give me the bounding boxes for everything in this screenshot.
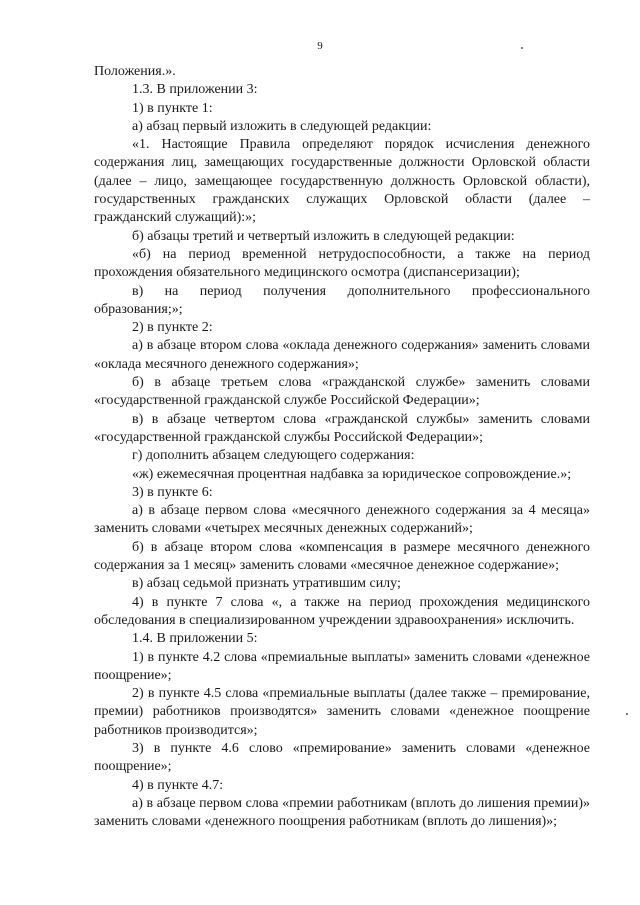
paragraph-19: 4) в пункте 7 слова «, а также на период прохождения медицинского обследования в специализированном учреждении здравоохранения» исключить. [94,594,590,628]
paragraph-25: а) в абзаце первом слова «премии работникам (вплоть до лишения премии)» заменить словами «денежного поощрения работникам (вплоть до лишения)»; [94,795,590,830]
paragraph-22: 2) в пункте 4.5 слова «премиальные выплаты (далее также – премирование, премии) работников производятся» заменить словами «денежное поощрение работников производится»; [94,686,590,738]
scan-speck [521,47,523,49]
paragraph-21: 1) в пункте 4.2 слова «премиальные выплаты» заменить словами «денежное поощрение»; [94,649,590,683]
paragraph-14: «ж) ежемесячная процентная надбавка за юридическое сопровождение.»; [132,466,572,482]
paragraph-15: 3) в пункте 6: [132,484,213,500]
paragraph-6: б) абзацы третий и четвертый изложить в следующей редакции: [132,228,515,244]
document-body [94,63,590,831]
paragraph-16: а) в абзаце первом слова «месячного денежного содержания за 4 месяца» заменить словами «четырех месячных денежных содержаний»; [94,503,590,537]
paragraph-23: 3) в пункте 4.6 слово «премирование» заменить словами «денежное поощрение»; [94,740,590,775]
paragraph-3: 1) в пункте 1: [132,100,213,116]
paragraph-18: в) абзац седьмой признать утратившим силу; [132,576,401,592]
paragraph-8: в) на период получения дополнительного профессионального образования;»; [94,283,590,317]
paragraph-13: г) дополнить абзацем следующего содержания: [132,448,415,464]
paragraph-5: «1. Настоящие Правила определяют порядок исчисления денежного содержания лиц, замещающих государственные должности Орловской области (далее – лицо, замещающее государственную должность Орловской области), государственных гражданских служащих Орловской области (далее – гражданский служащий):»; [94,137,590,226]
paragraph-10: а) в абзаце втором слова «оклада денежного содержания» заменить словами «оклада месячного денежного содержания»; [94,338,590,372]
paragraph-20: 1.4. В приложении 5: [132,631,258,647]
paragraph-11: б) в абзаце третьем слова «гражданской службе» заменить словами «государственной гражданской службе Российской Федерации»; [94,375,590,409]
scan-speck [626,713,628,715]
paragraph-12: в) в абзаце четвертом слова «гражданской службы» заменить словами «государственной гражданской службы Российской Федерации»; [94,411,590,445]
paragraph-17: б) в абзаце втором слова «компенсация в размере месячного денежного содержания за 1 месяц» заменить словами «месячное денежное содержание»; [94,539,590,574]
paragraph-9: 2) в пункте 2: [132,320,213,336]
page-number: 9 [317,40,323,52]
paragraph-4: а) абзац первый изложить в следующей редакции: [132,118,432,134]
paragraph-1: Положения.». [94,64,176,79]
paragraph-2: 1.3. В приложении 3: [132,82,258,98]
paragraph-7: «б) на период временной нетрудоспособности, а также на период прохождения обязательного медицинского осмотра (диспансеризации); [94,246,590,281]
paragraph-24: 4) в пункте 4.7: [132,777,224,793]
